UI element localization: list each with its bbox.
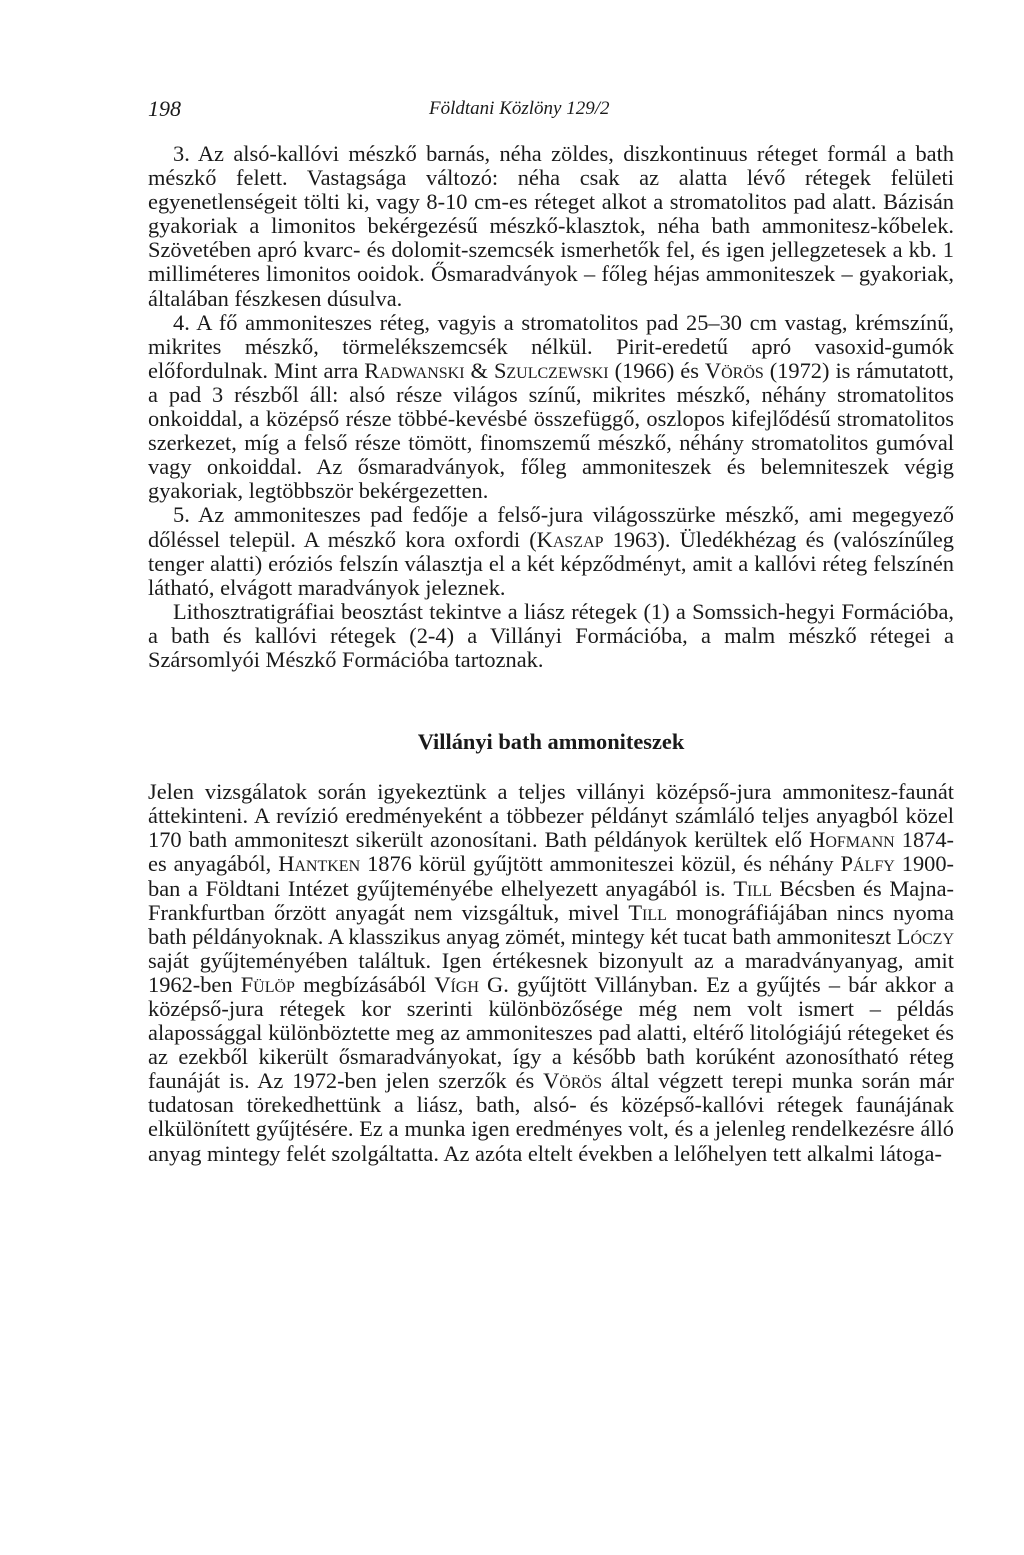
author-name: Till: [628, 899, 667, 925]
paragraph-text: (1966) és: [608, 357, 705, 383]
paragraph-layer-4: [148, 311, 954, 504]
paragraph-text: 4. A fő ammoniteszes réteg, vagyis a stromatolitos pad 25–30 cm vastag, krémszínű, mikrites mészkő, törmelékszemcsék nélkül. Pirit-eredetű apró vasoxid-gumók előfordulnak. Mint arra: [148, 309, 954, 383]
paragraph-text: Bécsben és Majna-Frankfurtban őrzött anyagát nem vizsgáltuk, mivel: [148, 875, 954, 925]
author-name: Fülöp: [240, 971, 295, 997]
author-name: Lóczy: [896, 923, 954, 949]
paragraph-text: &: [464, 357, 494, 383]
paragraph-text: 1963). Üledékhézag és (valószínűleg tenger alatti) eróziós felszín választja el a két képződményt, amit a kallóvi réteg felszínén látható, elvágott maradványok jeleznek.: [148, 526, 954, 600]
author-name: Hantken: [278, 851, 361, 877]
section-title: Villányi bath ammoniteszek: [417, 729, 685, 755]
author-name: Kaszap: [536, 526, 604, 552]
paragraph-text: G. gyűjtött Villányban. Ez a gyűjtés – bár akkor a középső-jura rétegek kor szerinti különbözősége még nem volt ismert – példás alapossággal különböztette meg az ammoniteszes pad alatti, eltérő litológiájú rétegeket és az ezekből kikerült ősmaradványokat, így a később bath korúként azonosítható réteg faunáját is. Az 1972-ben jelen szerzők és: [148, 971, 954, 1094]
author-name: Radwanski: [364, 357, 465, 383]
author-name: Szulczewski: [493, 357, 609, 383]
paragraph-layer-5: [148, 503, 954, 599]
author-name: Hofmann: [809, 827, 895, 853]
author-name: Vígh: [434, 971, 479, 997]
paragraph-text: saját gyűjteményében találtuk. Igen értékesnek bizonyult az a maradványanyag, amit 1962-ben: [148, 947, 954, 997]
paragraph-text: megbízásából: [294, 971, 435, 997]
author-name: Pálfy: [840, 851, 895, 877]
author-name: Till: [733, 875, 772, 901]
paragraph-text: 5. Az ammoniteszes pad fedője a felső-jura világosszürke mészkő, ami megegyező dőléssel települ. A mészkő kora oxfordi (: [148, 502, 954, 552]
paragraph-text: 3. Az alsó-kallóvi mészkő barnás, néha zöldes, diszkontinuus réteget formál a bath mészkő felett. Vastagsága változó: néha csak az alatta lévő rétegek felületi egyenetlenségeit tölti ki, vagy 8-10 cm-es réteget alkot a stromatolitos pad alatt. Bázisán gyakoriak a limonitos bekérgezésű mészkő-klasztok, néha bath ammonitesz-kőbelek. Szövetében apró kvarc- és dolomit-szemcsék ismerhetők fel, és igen jellegzetesek a kb. 1 milliméteres limonitos ooidok. Ősmaradványok – főleg héjas ammoniteszek – gyakoriak, általában fészkesen dúsulva.: [148, 141, 954, 311]
paragraph-lithostratigraphy: [148, 600, 954, 672]
paragraph-section-body: [148, 780, 954, 1166]
body-text: [148, 142, 954, 1166]
paragraph-text: (1972) is rámutatott, a pad 3 részből áll: alsó része világos színű, mikrites mészkő, néhány stromatolitos onkoiddal, a középső része többé-kevésbé összefüggő, oszlopos kifejlődésű stromatolitos szerkezet, míg a felső része tömött, finomszemű mészkő, néhány stromatolitos gumóval vagy onkoiddal. Az ősmaradványok, főleg ammoniteszek és belemniteszek végig gyakoriak, legtöbbször bekérgezetten.: [148, 357, 954, 504]
paragraph-text: monográfiájában nincs nyoma bath példányoknak. A klasszikus anyag zömét, mintegy két tucat bath ammoniteszt: [148, 899, 954, 949]
page-number: 198: [148, 96, 181, 121]
paragraph-layer-3: [148, 142, 954, 311]
paragraph-text: Jelen vizsgálatok során igyekeztünk a teljes villányi középső-jura ammonitesz-faunát áttekinteni. A revízió eredményeként a többezer példányt számláló teljes anyagból közel 170 bath ammoniteszt sikerült azonosítani. Bath példányok kerültek elő: [148, 779, 954, 853]
paragraph-text: által végzett terepi munka során már tudatosan törekedhettünk a liász, bath, alsó- és középső-kallóvi rétegek faunájának elkülönített gyűjtésére. Ez a munka igen eredményes volt, és a jelenleg rendelkezésre álló anyag mintegy felét szolgáltatta. Az azóta eltelt években a lelőhelyen tett alkalmi látoga-: [148, 1068, 954, 1166]
paragraph-text: 1874-es anyagából,: [148, 827, 954, 877]
paragraph-text: 1900-ban a Földtani Intézet gyűjteményébe elhelyezett anyagából is.: [148, 851, 954, 901]
paragraph-text: 1876 körül gyűjtött ammoniteszei közül, és néhány: [360, 851, 841, 877]
author-name: Vörös: [704, 357, 764, 383]
author-name: Vörös: [543, 1068, 602, 1094]
running-header: [148, 96, 876, 126]
paragraph-text: Lithosztratigráfiai beosztást tekintve a liász rétegek (1) a Somssich-hegyi Formációba, a bath és kallóvi rétegek (2-4) a Villányi Formációba, a malm mészkő rétegei a Szársomlyói Mészkő Formációba tartoznak.: [148, 598, 954, 672]
journal-title: Földtani Közlöny 129/2: [429, 98, 610, 119]
